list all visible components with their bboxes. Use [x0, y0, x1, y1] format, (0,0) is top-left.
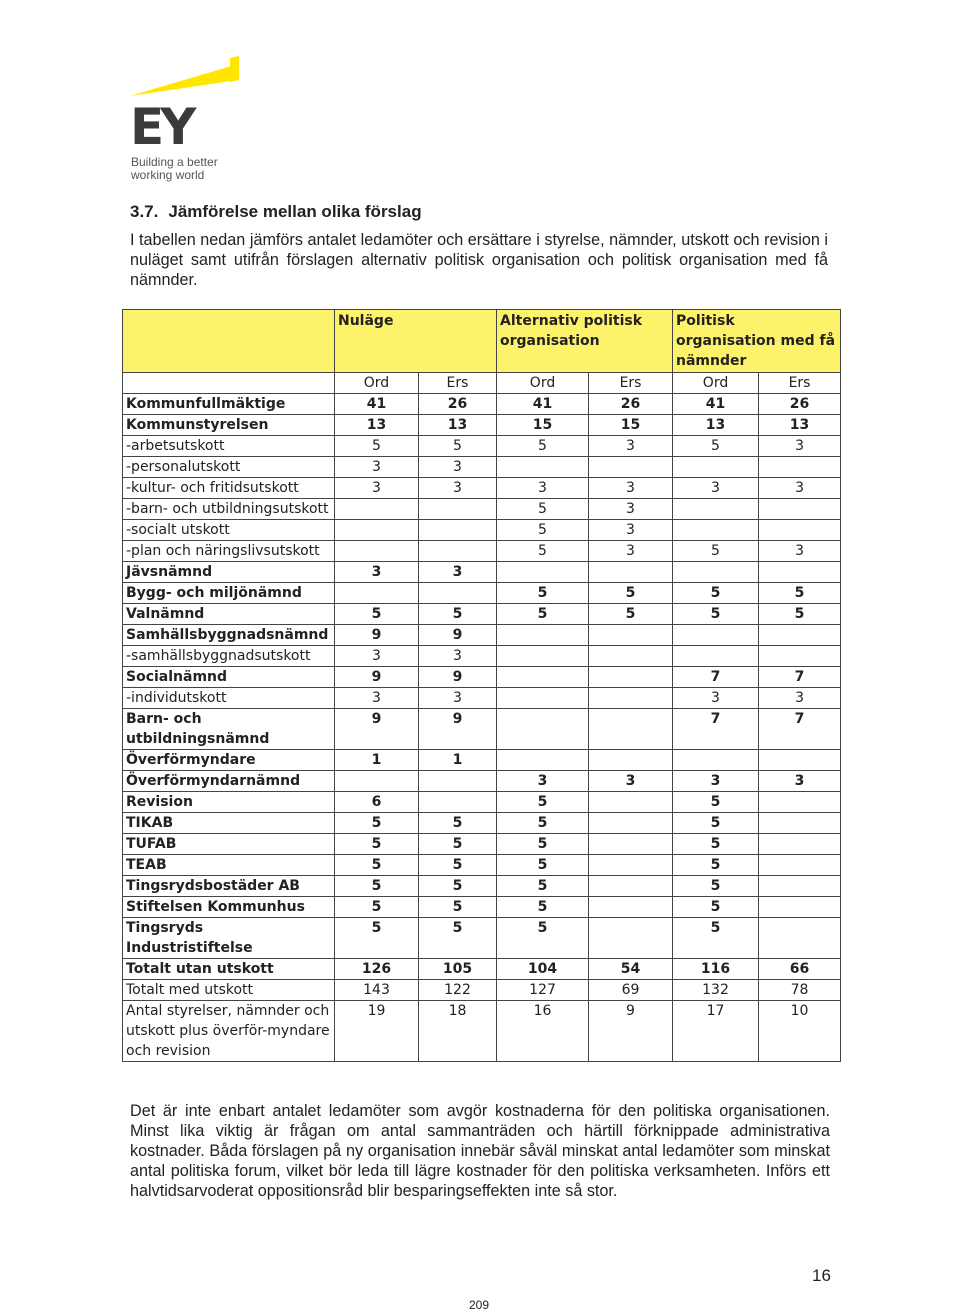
logo-tagline-line-2: working world [131, 168, 205, 182]
table-cell: 3 [673, 771, 759, 792]
table-cell: 3 [759, 541, 841, 562]
table-cell: 5 [419, 436, 497, 457]
table-cell [589, 813, 673, 834]
table-cell: 3 [759, 771, 841, 792]
table-group-header-row [123, 310, 841, 373]
table-cell: 7 [759, 709, 841, 750]
row-label: -individutskott [123, 688, 335, 709]
table-row [123, 792, 841, 813]
table-row [123, 583, 841, 604]
table-row [123, 918, 841, 959]
table-row [123, 959, 841, 980]
table-cell [497, 646, 589, 667]
table-row [123, 541, 841, 562]
subheader-cell: Ers [759, 373, 841, 394]
row-label: -samhällsbyggnadsutskott [123, 646, 335, 667]
subheader-cell: Ers [419, 373, 497, 394]
table-cell: 17 [673, 1001, 759, 1062]
table-cell [759, 646, 841, 667]
table-row [123, 855, 841, 876]
row-label: Jävsnämnd [123, 562, 335, 583]
table-cell: 19 [335, 1001, 419, 1062]
table-cell: 7 [759, 667, 841, 688]
table-row [123, 771, 841, 792]
table-cell: 9 [335, 625, 419, 646]
table-cell [419, 792, 497, 813]
row-label: -socialt utskott [123, 520, 335, 541]
table-row [123, 834, 841, 855]
table-row [123, 478, 841, 499]
table-row [123, 436, 841, 457]
table-cell: 41 [335, 394, 419, 415]
row-label: Stiftelsen Kommunhus [123, 897, 335, 918]
table-cell [759, 918, 841, 959]
logo-beam-icon [130, 56, 242, 102]
row-label: -personalutskott [123, 457, 335, 478]
table-cell [419, 771, 497, 792]
table-cell [589, 667, 673, 688]
table-cell: 5 [497, 897, 589, 918]
section-number: 3.7. [130, 202, 159, 221]
table-cell: 18 [419, 1001, 497, 1062]
table-cell: 3 [419, 688, 497, 709]
table-cell: 6 [335, 792, 419, 813]
table-cell: 5 [335, 855, 419, 876]
table-cell: 13 [759, 415, 841, 436]
table-cell: 16 [497, 1001, 589, 1062]
table-row [123, 980, 841, 1001]
table-row [123, 415, 841, 436]
table-cell: 5 [759, 583, 841, 604]
table-cell: 3 [759, 436, 841, 457]
table-cell [589, 646, 673, 667]
table-cell [759, 855, 841, 876]
row-label: Revision [123, 792, 335, 813]
table-cell: 105 [419, 959, 497, 980]
table-cell: 3 [335, 457, 419, 478]
table-cell: 5 [419, 834, 497, 855]
table-cell [759, 876, 841, 897]
table-cell [759, 897, 841, 918]
table-cell: 116 [673, 959, 759, 980]
row-label: TUFAB [123, 834, 335, 855]
table-cell: 3 [673, 688, 759, 709]
table-cell: 5 [673, 604, 759, 625]
table-cell: 3 [419, 562, 497, 583]
row-label: Samhällsbyggnadsnämnd [123, 625, 335, 646]
table-cell: 9 [419, 667, 497, 688]
table-cell: 9 [335, 709, 419, 750]
logo-tagline [131, 156, 251, 182]
table-cell: 7 [673, 667, 759, 688]
table-cell: 3 [419, 457, 497, 478]
table-cell: 5 [673, 541, 759, 562]
table-cell [589, 750, 673, 771]
table-cell: 1 [419, 750, 497, 771]
table-cell: 3 [497, 771, 589, 792]
table-row [123, 394, 841, 415]
table-cell: 5 [673, 834, 759, 855]
table-cell [335, 541, 419, 562]
table-cell: 5 [673, 855, 759, 876]
table-cell: 5 [497, 499, 589, 520]
table-cell: 3 [335, 562, 419, 583]
table-cell [673, 646, 759, 667]
logo-wordmark: EY [130, 98, 193, 156]
table-cell [419, 499, 497, 520]
table-cell: 3 [589, 478, 673, 499]
table-row [123, 457, 841, 478]
table-row [123, 604, 841, 625]
table-cell: 5 [673, 876, 759, 897]
row-label: -plan och näringslivsutskott [123, 541, 335, 562]
table-cell: 3 [335, 478, 419, 499]
table-cell: 26 [759, 394, 841, 415]
table-cell: 15 [589, 415, 673, 436]
row-label: Totalt med utskott [123, 980, 335, 1001]
section-heading [130, 202, 422, 222]
table-cell [335, 520, 419, 541]
table-cell [673, 562, 759, 583]
table-cell: 5 [497, 918, 589, 959]
table-cell: 5 [497, 541, 589, 562]
table-cell: 5 [589, 583, 673, 604]
table-cell: 5 [335, 813, 419, 834]
table-cell: 5 [335, 604, 419, 625]
table-cell: 10 [759, 1001, 841, 1062]
table-cell: 3 [589, 499, 673, 520]
table-cell [759, 813, 841, 834]
logo-tagline-line-1: Building a better [131, 155, 218, 169]
table-cell: 3 [589, 520, 673, 541]
table-cell [497, 457, 589, 478]
table-cell [589, 625, 673, 646]
table-cell: 5 [497, 583, 589, 604]
page-number: 16 [812, 1266, 831, 1285]
table-cell: 122 [419, 980, 497, 1001]
table-cell [759, 562, 841, 583]
table-row [123, 667, 841, 688]
row-label: TIKAB [123, 813, 335, 834]
table-cell [589, 709, 673, 750]
table-cell: 5 [419, 897, 497, 918]
table-cell: 5 [419, 876, 497, 897]
subheader-cell: Ers [589, 373, 673, 394]
table-cell [589, 876, 673, 897]
table-cell: 3 [419, 646, 497, 667]
table-cell [759, 625, 841, 646]
table-cell: 3 [497, 478, 589, 499]
subheader-cell: Ord [673, 373, 759, 394]
table-cell: 5 [497, 834, 589, 855]
subheader-cell: Ord [497, 373, 589, 394]
table-cell: 66 [759, 959, 841, 980]
row-label: Tingsryds Industristiftelse [123, 918, 335, 959]
table-cell: 5 [673, 792, 759, 813]
subheader-cell: Ord [335, 373, 419, 394]
table-cell: 132 [673, 980, 759, 1001]
table-cell: 126 [335, 959, 419, 980]
table-cell: 15 [497, 415, 589, 436]
table-cell [759, 792, 841, 813]
row-label: -arbetsutskott [123, 436, 335, 457]
table-cell [673, 457, 759, 478]
table-cell [673, 750, 759, 771]
table-cell [673, 625, 759, 646]
table-cell: 9 [589, 1001, 673, 1062]
table-cell: 7 [673, 709, 759, 750]
table-row [123, 709, 841, 750]
outro-paragraph: Det är inte enbart antalet ledamöter som avgör kostnaderna för den politiska organisationen. Minst lika viktig är frågan om antal sammanträden och härtill förknippade administrativa kostnader. Båda förslagen på ny organisation innebär såväl minskat antal ledamöter som minskat antal politiska forum, vilket bör leda till lägre kostnader för den politiska verksamheten. Införs ett halvtidsarvoderat oppositionsråd blir besparingseffekten inte så stor. [130, 1102, 830, 1200]
table-cell: 41 [673, 394, 759, 415]
row-label: Kommunstyrelsen [123, 415, 335, 436]
table-row [123, 876, 841, 897]
table-cell: 127 [497, 980, 589, 1001]
table-cell: 5 [335, 436, 419, 457]
table-cell [497, 667, 589, 688]
row-label: Antal styrelser, nämnder och utskott plus överför-myndare och revision [123, 1001, 335, 1062]
table-cell: 5 [419, 813, 497, 834]
table-row [123, 750, 841, 771]
group-header-nulage: Nuläge [335, 310, 497, 373]
row-label: Barn- och utbildningsnämnd [123, 709, 335, 750]
table-cell: 5 [335, 918, 419, 959]
footer-number: 209 [469, 1298, 490, 1312]
table-cell: 104 [497, 959, 589, 980]
table-cell: 3 [589, 771, 673, 792]
table-row [123, 1001, 841, 1062]
table-cell [589, 562, 673, 583]
table-row [123, 625, 841, 646]
intro-paragraph: I tabellen nedan jämförs antalet ledamöter och ersättare i styrelse, nämnder, utskott och revision i nuläget samt utifrån förslagen alternativ politisk organisation och politisk organisation med få nämnder. [130, 231, 828, 289]
table-cell [589, 792, 673, 813]
table-cell: 5 [673, 436, 759, 457]
group-header-fa-namnder: Politisk organisation med få nämnder [673, 310, 841, 373]
table-cell [589, 457, 673, 478]
table-cell [497, 750, 589, 771]
table-cell: 13 [419, 415, 497, 436]
table-cell [589, 918, 673, 959]
table-cell [419, 520, 497, 541]
table-cell [589, 855, 673, 876]
table-cell [335, 771, 419, 792]
table-cell: 5 [497, 813, 589, 834]
table-cell [759, 457, 841, 478]
row-label: -barn- och utbildningsutskott [123, 499, 335, 520]
table-cell: 26 [589, 394, 673, 415]
row-label: Bygg- och miljönämnd [123, 583, 335, 604]
comparison-table-body [123, 310, 841, 1062]
table-row [123, 499, 841, 520]
row-label: -kultur- och fritidsutskott [123, 478, 335, 499]
comparison-table [122, 309, 841, 1062]
table-cell [419, 583, 497, 604]
table-cell: 13 [335, 415, 419, 436]
table-cell: 5 [759, 604, 841, 625]
table-cell [589, 834, 673, 855]
table-cell: 9 [335, 667, 419, 688]
table-cell: 5 [673, 918, 759, 959]
row-label: Tingsrydsbostäder AB [123, 876, 335, 897]
table-cell: 13 [673, 415, 759, 436]
table-cell: 5 [497, 792, 589, 813]
table-cell [673, 520, 759, 541]
group-header-alternativ: Alternativ politisk organisation [497, 310, 673, 373]
table-cell: 5 [419, 604, 497, 625]
table-cell [589, 688, 673, 709]
table-cell [419, 541, 497, 562]
table-cell: 3 [759, 478, 841, 499]
table-cell: 5 [673, 583, 759, 604]
table-cell: 5 [419, 918, 497, 959]
table-cell: 3 [589, 436, 673, 457]
table-cell: 5 [589, 604, 673, 625]
table-subheader-row [123, 373, 841, 394]
table-cell: 3 [673, 478, 759, 499]
table-cell [673, 499, 759, 520]
table-cell: 3 [335, 688, 419, 709]
table-cell [759, 750, 841, 771]
table-row [123, 646, 841, 667]
table-cell: 3 [335, 646, 419, 667]
row-label: Överförmyndare [123, 750, 335, 771]
row-label: Valnämnd [123, 604, 335, 625]
row-label: Kommunfullmäktige [123, 394, 335, 415]
table-cell: 9 [419, 709, 497, 750]
row-label: Totalt utan utskott [123, 959, 335, 980]
table-row [123, 688, 841, 709]
table-cell: 3 [589, 541, 673, 562]
table-cell: 69 [589, 980, 673, 1001]
table-cell: 5 [335, 876, 419, 897]
table-row [123, 813, 841, 834]
table-cell [335, 499, 419, 520]
table-cell: 3 [419, 478, 497, 499]
table-cell [759, 499, 841, 520]
ey-logo [130, 56, 250, 186]
table-cell: 5 [673, 813, 759, 834]
table-cell: 5 [335, 897, 419, 918]
row-label: Överförmyndarnämnd [123, 771, 335, 792]
table-cell [497, 625, 589, 646]
table-cell [759, 520, 841, 541]
table-cell: 5 [335, 834, 419, 855]
table-cell: 78 [759, 980, 841, 1001]
row-label: TEAB [123, 855, 335, 876]
table-corner-cell [123, 310, 335, 373]
table-row [123, 520, 841, 541]
table-cell: 5 [497, 520, 589, 541]
table-cell: 9 [419, 625, 497, 646]
table-cell: 1 [335, 750, 419, 771]
table-row [123, 897, 841, 918]
row-label: Socialnämnd [123, 667, 335, 688]
table-row [123, 562, 841, 583]
table-cell: 5 [497, 604, 589, 625]
table-cell: 5 [497, 855, 589, 876]
table-cell [497, 562, 589, 583]
table-cell: 5 [497, 876, 589, 897]
table-cell: 54 [589, 959, 673, 980]
section-title: Jämförelse mellan olika förslag [168, 202, 422, 221]
table-cell: 41 [497, 394, 589, 415]
subheader-blank [123, 373, 335, 394]
table-cell [589, 897, 673, 918]
table-cell: 26 [419, 394, 497, 415]
table-cell [497, 688, 589, 709]
table-cell [335, 583, 419, 604]
table-cell [759, 834, 841, 855]
table-cell: 143 [335, 980, 419, 1001]
table-cell: 5 [419, 855, 497, 876]
table-cell: 5 [497, 436, 589, 457]
table-cell: 5 [673, 897, 759, 918]
table-cell: 3 [759, 688, 841, 709]
table-cell [497, 709, 589, 750]
